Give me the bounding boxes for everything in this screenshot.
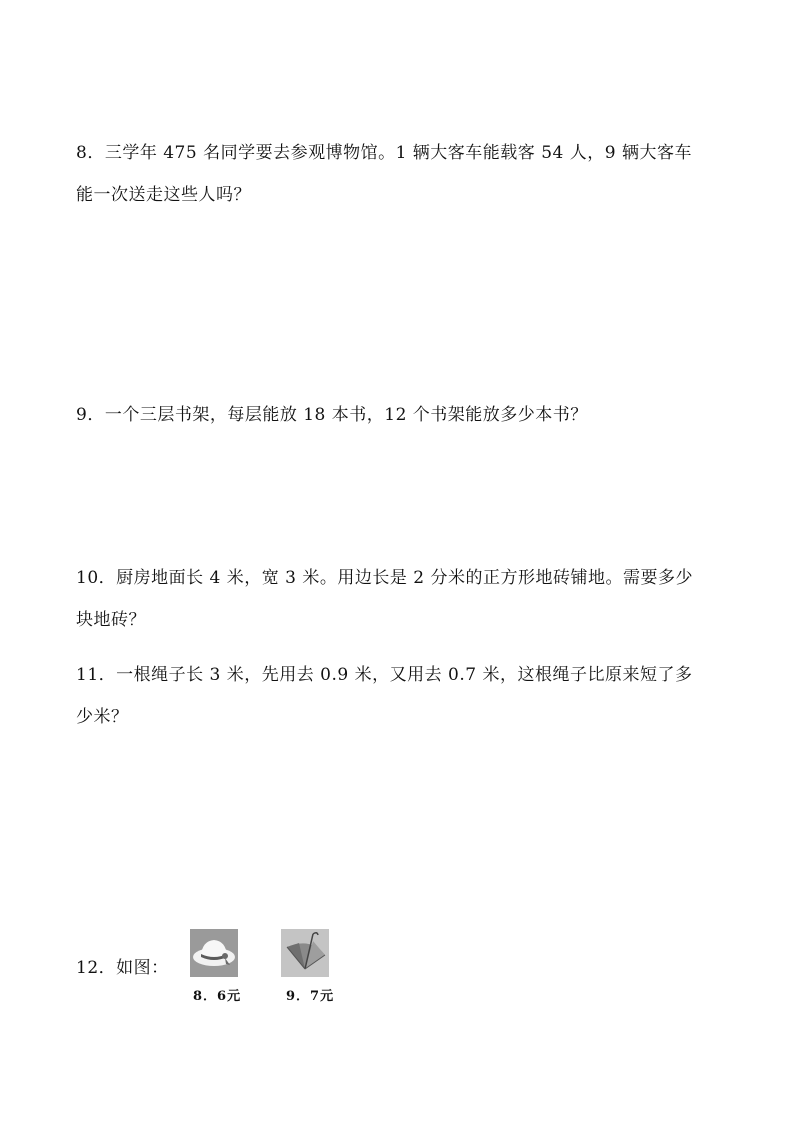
question-12-label: 12．如图： — [76, 958, 169, 978]
question-8-line-2: 能一次送走这些人吗？ — [76, 185, 251, 205]
question-11-line-2: 少米？ — [76, 707, 129, 727]
umbrella-icon — [281, 929, 329, 977]
umbrella-price: 9．7元 — [286, 989, 335, 1004]
question-10-line-2: 块地砖？ — [76, 610, 146, 630]
question-9-line-1: 9．一个三层书架，每层能放 18 本书，12 个书架能放多少本书？ — [76, 405, 588, 425]
hat-icon — [190, 929, 238, 977]
question-10-line-1: 10．厨房地面长 4 米，宽 3 米。用边长是 2 分米的正方形地砖铺地。需要多少 — [76, 568, 694, 588]
hat-price: 8．6元 — [193, 989, 242, 1004]
question-11-line-1: 11．一根绳子长 3 米，先用去 0.9 米，又用去 0.7 米，这根绳子比原来短了多 — [76, 665, 693, 685]
question-8-line-1: 8．三学年 475 名同学要去参观博物馆。1 辆大客车能载客 54 人，9 辆大客车 — [76, 143, 692, 163]
